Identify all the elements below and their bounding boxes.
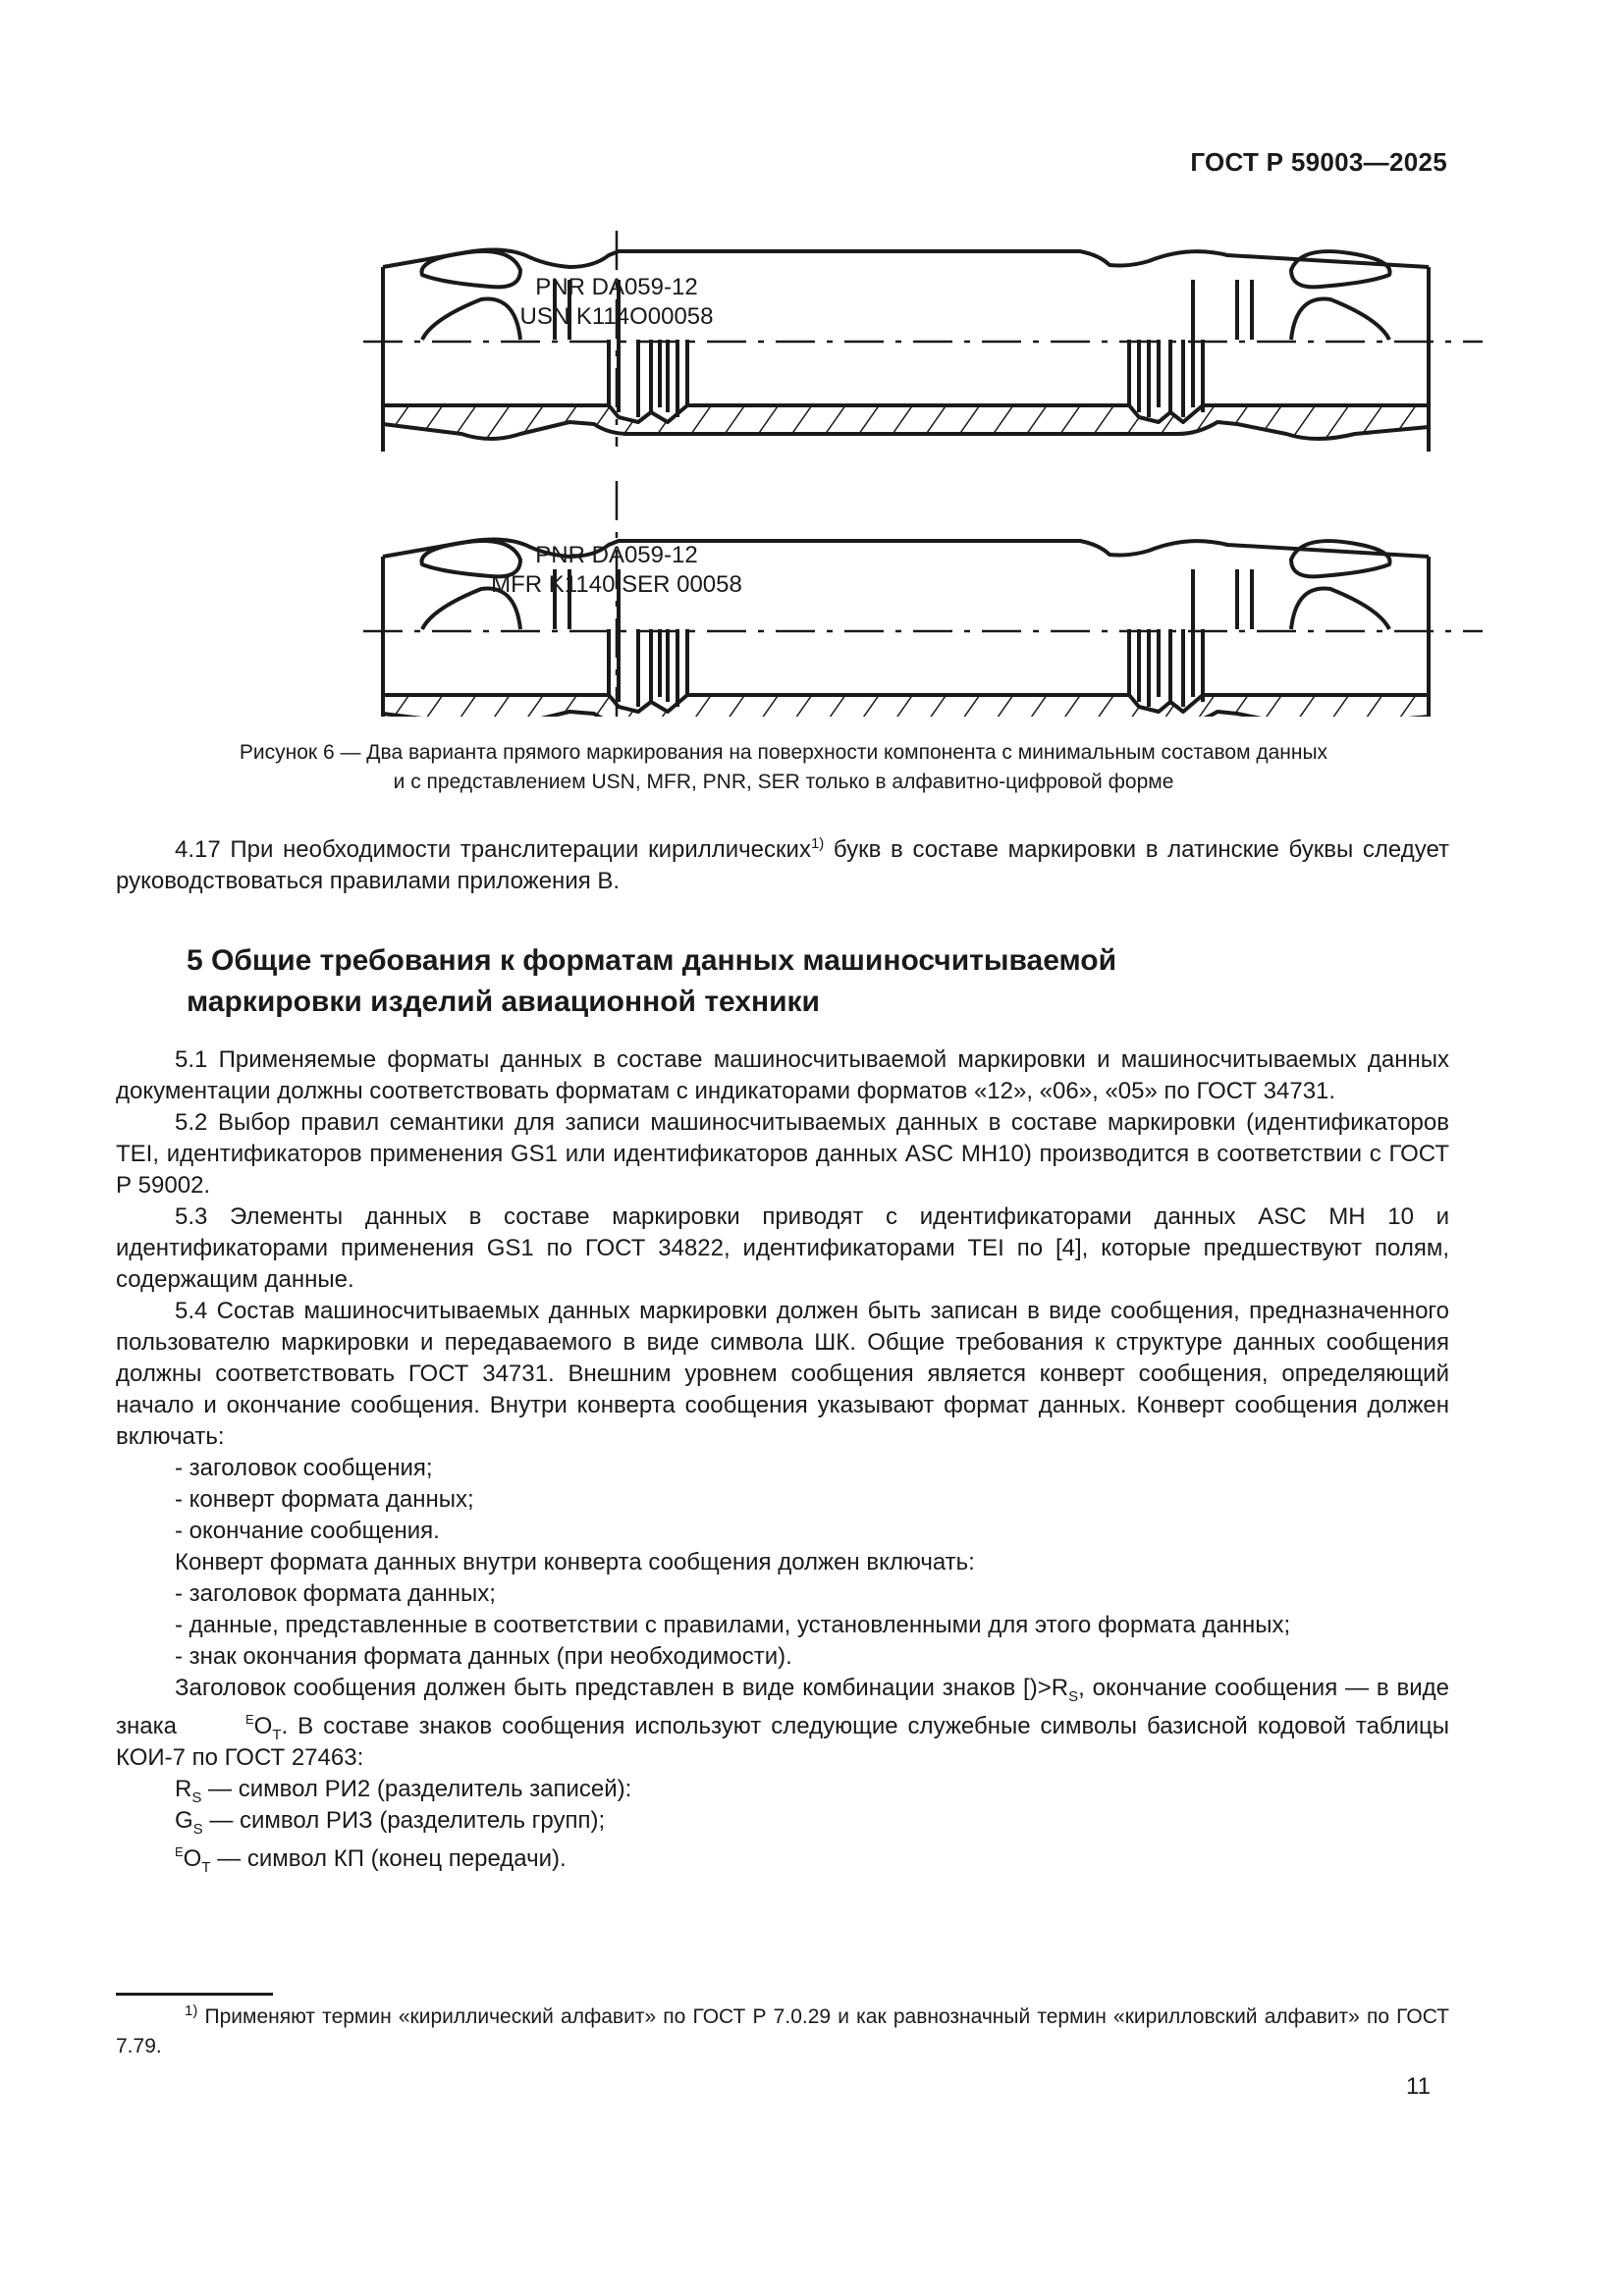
symbol-definition-rs: $R_S$ — символ РИ2 (разделитель записей):: [175, 1776, 632, 1806]
marking-text-2-line1: PNR DA059-12: [535, 542, 698, 568]
clause-5-3: 5.3 Элементы данных в составе маркировки приводят с идентификаторами данных ASC MH 10 и идентификаторами применения GS1 по ГОСТ 34822, идентификаторами TEI по [4], которые предшествуют полям, содержащим данные.: [116, 1203, 1449, 1293]
envelope-item: - заголовок сообщения;: [175, 1455, 433, 1481]
envelope-item: - конверт формата данных;: [175, 1486, 474, 1513]
section-5-heading-line1: 5 Общие требования к форматам данных машиносчитываемой: [187, 944, 1117, 977]
symbol-definition-gs: $G_S$ — символ РИЗ (разделитель групп);: [175, 1807, 606, 1838]
clause-4-17-text-b: букв в составе маркировки в латинские буквы следует руководствоваться правилами приложения В.: [116, 836, 1449, 894]
message-header-paragraph: [116, 1673, 1449, 1774]
figure-6-drawing: [0, 216, 1624, 717]
drawing-variant-1: [363, 249, 1483, 452]
caption-line-2: и с представлением USN, MFR, PNR, SER только в алфавитно-цифровой форме: [393, 771, 1174, 793]
figure-caption: [116, 738, 1451, 797]
footnote-text: Применяют термин «кириллический алфавит» по ГОСТ Р 7.0.29 и как равнозначный термин «кирилловский алфавит» по ГОСТ 7.79.: [116, 2005, 1449, 2057]
footnote-ref[interactable]: 1): [810, 835, 825, 852]
section-5-body: [116, 1044, 1449, 1875]
marking-text-1-line1: PNR DA059-12: [535, 274, 698, 300]
clause-5-4: 5.4 Состав машиносчитываемых данных маркировки должен быть записан в виде сообщения, предназначенного пользователю маркировки и передаваемого в виде символа ШК. Общие требования к структуре данных сообщения должны соответствовать ГОСТ 34731. Внешним уровнем сообщения является конверт сообщения, определяющий начало и окончание сообщения. Внутри конверта сообщения указывают формат данных. Конверт сообщения должен включать:: [116, 1298, 1449, 1450]
section-5-heading-line2: маркировки изделий авиационной техники: [187, 986, 820, 1018]
format-envelope-intro: Конверт формата данных внутри конверта сообщения должен включать:: [175, 1549, 975, 1575]
clause-5-1: 5.1 Применяемые форматы данных в составе машиносчитываемой маркировки и машиносчитываемых данных документации должны соответствовать форматам с индикаторами форматов «12», «06», «05» по ГОСТ 34731.: [116, 1046, 1449, 1104]
format-envelope-item: - заголовок формата данных;: [175, 1580, 496, 1607]
symbol-definition-eot: $^EO_T$ — символ КП (конец передачи).: [175, 1844, 567, 1876]
rs-subscript: S: [1068, 1687, 1079, 1705]
drawing-variant-2: [363, 539, 1483, 717]
page-number: 11: [1406, 2073, 1431, 2100]
envelope-item: - окончание сообщения.: [175, 1518, 440, 1544]
format-envelope-item: - данные, представленные в соответствии с правилами, установленными для этого формата данных;: [175, 1612, 1291, 1638]
header-para-text-3: . В составе знаков сообщения используют следующие служебные символы базисной кодовой таблицы КОИ-7 по ГОСТ 27463:: [116, 1713, 1450, 1771]
footnote-1: [116, 2002, 1449, 2061]
eot-symbol: $^EO_T$: [244, 1712, 282, 1743]
footnote-marker: 1): [185, 2002, 198, 2019]
marking-text-2-line2: MFR K1140 SER 00058: [491, 571, 742, 598]
clause-4-17: [116, 834, 1449, 897]
clause-5-2: 5.2 Выбор правил семантики для записи машиносчитываемых данных в составе маркировки (идентификаторов TEI, идентификаторов применения GS1 или идентификаторов данных ASC MH10) производится в соответствии с ГОСТ Р 59002.: [116, 1109, 1449, 1199]
header-para-text-2: , окончание сообщения — в виде знака: [116, 1675, 1449, 1739]
component-marking-drawing: [0, 216, 1624, 717]
section-5-heading: [187, 940, 1365, 1023]
caption-line-1: Рисунок 6 — Два варианта прямого маркирования на поверхности компонента с минимальным составом данных: [239, 741, 1328, 764]
format-envelope-item: - знак окончания формата данных (при необходимости).: [175, 1643, 792, 1670]
header-para-text-1: Заголовок сообщения должен быть представлен в виде комбинации знаков [)>R: [175, 1675, 1069, 1701]
marking-text-1-line2: USN K114O00058: [519, 303, 714, 330]
document-number-header: ГОСТ Р 59003—2025: [1190, 147, 1447, 177]
footnote-separator: [116, 1993, 273, 1996]
clause-4-17-text-a: 4.17 При необходимости транслитерации кириллических: [175, 836, 811, 863]
